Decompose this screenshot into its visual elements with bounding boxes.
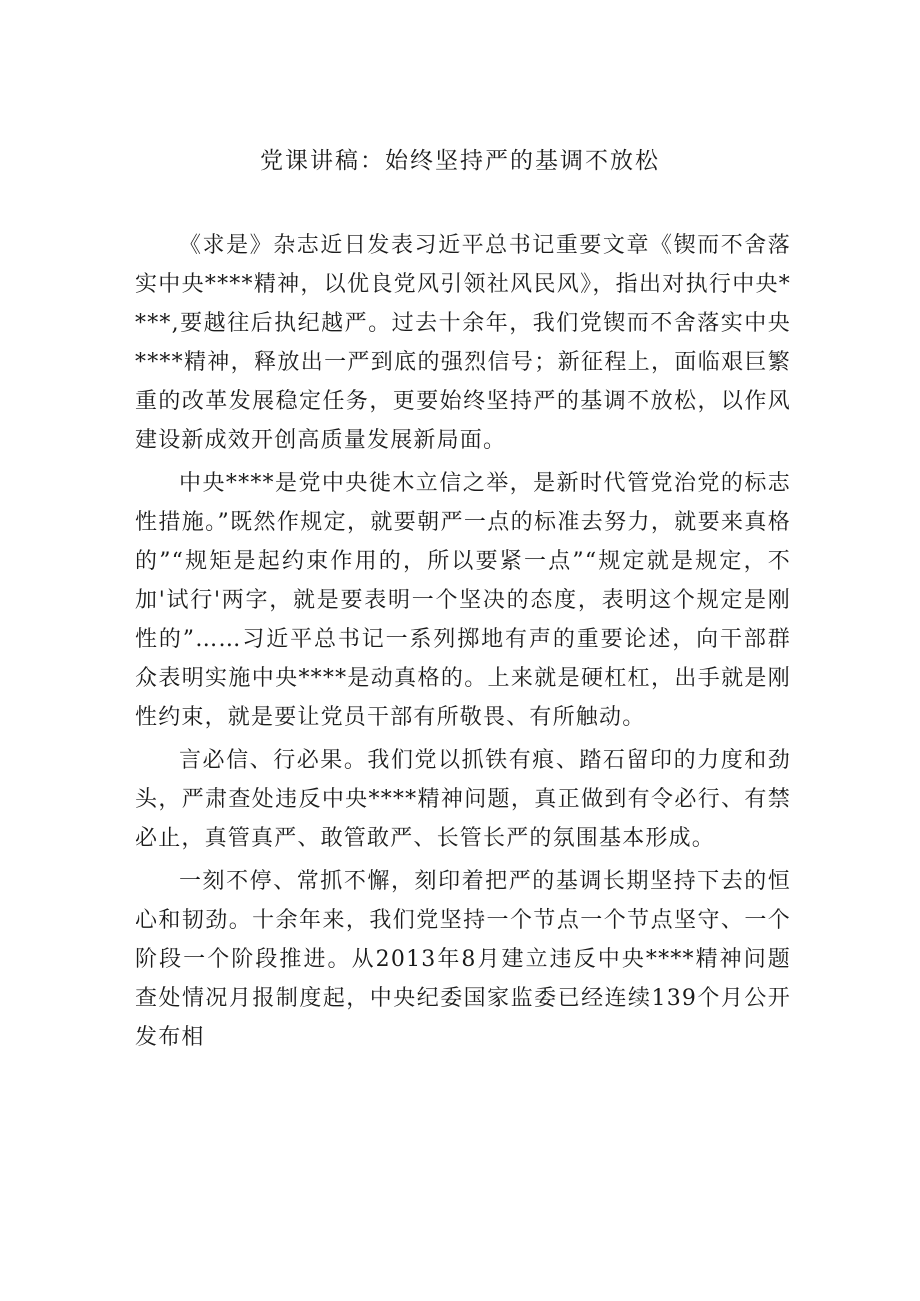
paragraph-2: 中央****是党中央徙木立信之举，是新时代管党治党的标志性措施。”既然作规定，就要朝严一点的标准去努力，就要来真格的”“规矩是起约束作用的，所以要紧一点”“规定就是规定，不加'试行'两字，就是要表明一个坚决的态度，表明这个规定是刚性的”……习近平总书记一系列掷地有声的重要论述，向干部群众表明实施中央****是动真格的。上来就是硬杠杠，出手就是刚性约束，就是要让党员干部有所敬畏、有所触动。	[135, 471, 791, 730]
paragraph-3: 言必信、行必果。我们党以抓铁有痕、踏石留印的力度和劲头，严肃查处违反中央****精神问题，真正做到有令必行、有禁必止，真管真严、敢管敢严、长管长严的氛围基本形成。	[135, 748, 791, 851]
paragraph-4: 一刻不停、常抓不懈，刻印着把严的基调长期坚持下去的恒心和韧劲。十余年来，我们党坚持一个节点一个节点坚守、一个阶段一个阶段推进。从2013年8月建立违反中央****精神问题查处情况月报制度起，中央纪委国家监委已经连续139个月公开发布相	[135, 869, 791, 1050]
paragraph-1: 《求是》杂志近日发表习近平总书记重要文章《锲而不舍落实中央****精神，以优良党风引领社风民风》，指出对执行中央****,要越往后执纪越严。过去十余年，我们党锲而不舍落实中央****精神，释放出一严到底的强烈信号；新征程上，面临艰巨繁重的改革发展稳定任务，更要始终坚持严的基调不放松，以作风建设新成效开创高质量发展新局面。	[135, 233, 791, 453]
document-body	[135, 226, 791, 1061]
document-title: 党课讲稿：始终坚持严的基调不放松	[260, 148, 660, 174]
